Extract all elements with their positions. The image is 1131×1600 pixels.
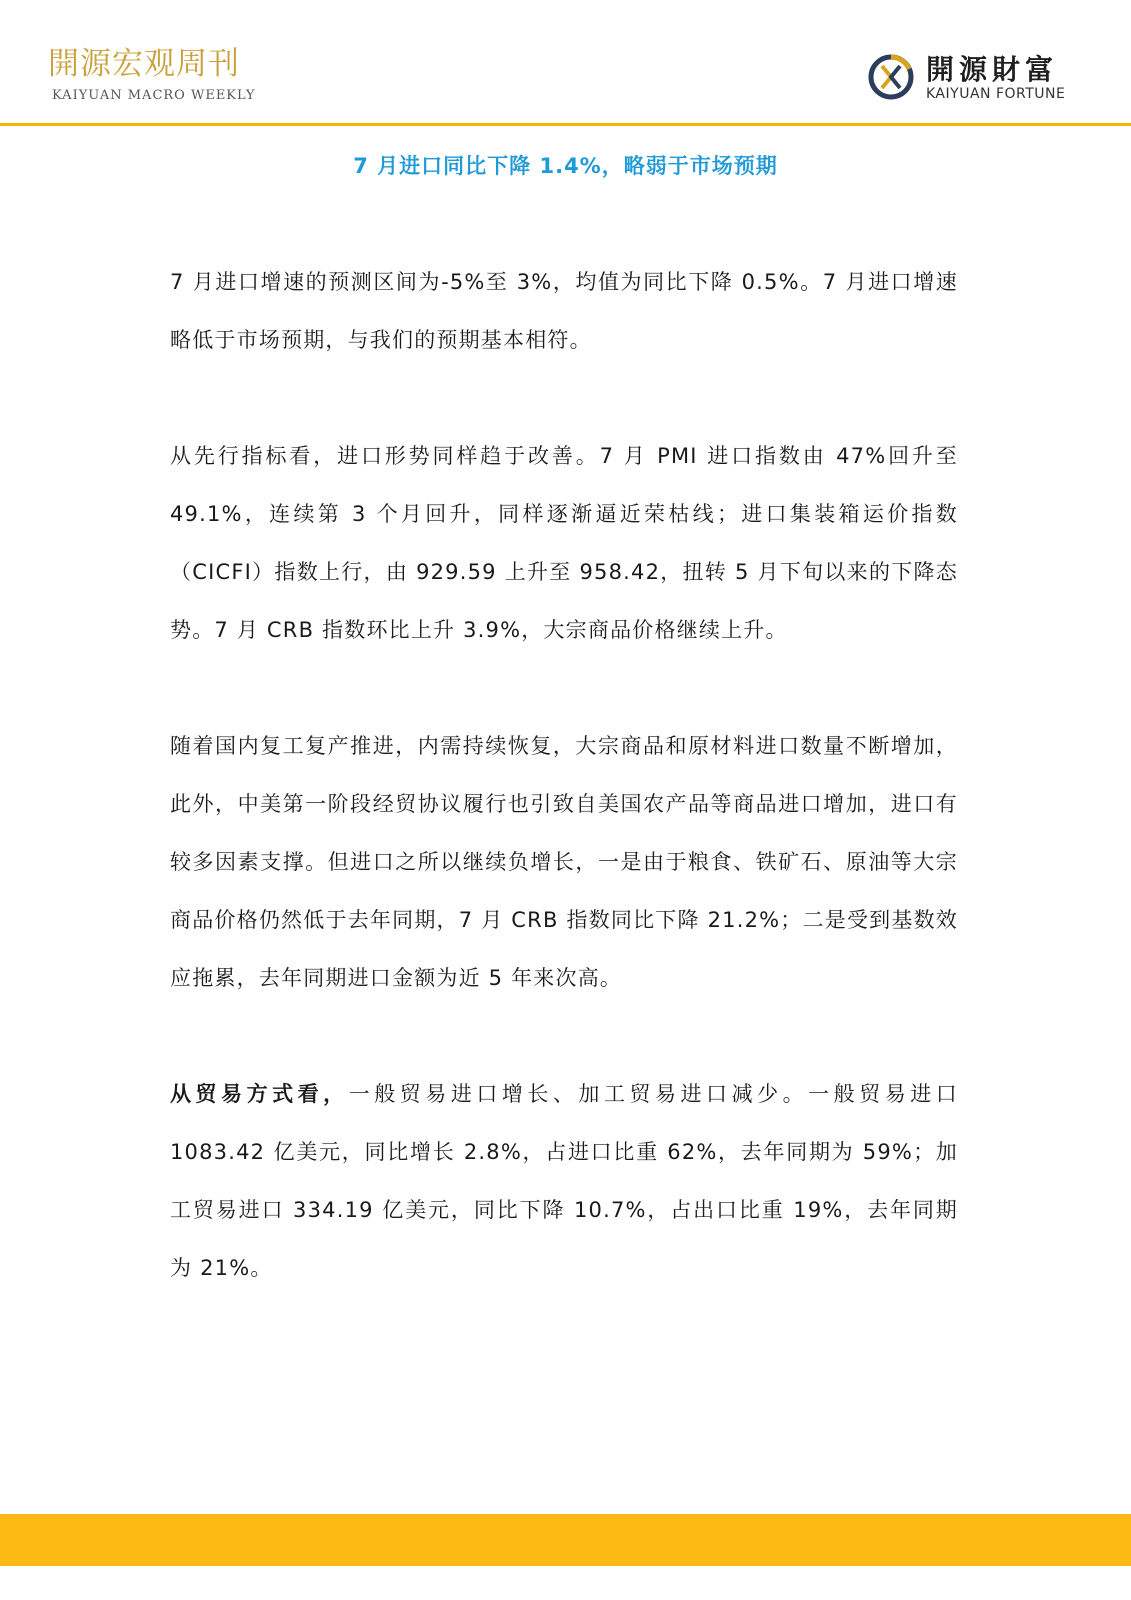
- page-header: [0, 0, 1131, 124]
- article-title: 7 月进口同比下降 1.4%，略弱于市场预期: [353, 154, 778, 178]
- publication-title: 開源宏观周刊: [48, 46, 240, 82]
- footer-bar: [0, 1514, 1131, 1566]
- kaiyuan-logo-icon: [866, 52, 916, 102]
- publication-subtitle: KAIYUAN MACRO WEEKLY: [52, 88, 256, 103]
- article-body: [170, 253, 958, 1355]
- paragraph-lead-bold: 从贸易方式看，: [170, 1082, 349, 1106]
- header-divider: [0, 123, 1131, 126]
- paragraph-import-forecast: 7 月进口增速的预测区间为-5%至 3%，均值为同比下降 0.5%。7 月进口增速略低于市场预期，与我们的预期基本相符。: [170, 270, 958, 352]
- paragraph-trade-mode: [170, 1065, 958, 1297]
- paragraph-trade-mode-text: 一般贸易进口增长、加工贸易进口减少。一般贸易进口 1083.42 亿美元，同比增长 2.8%，占进口比重 62%，去年同期为 59%；加工贸易进口 334.19 亿美元，同比下降 10.7%，占出口比重 19%，去年同期为 21%。: [170, 1082, 958, 1280]
- paragraph-demand-factors: 随着国内复工复产推进，内需持续恢复，大宗商品和原材料进口数量不断增加，此外，中美第一阶段经贸协议履行也引致自美国农产品等商品进口增加，进口有较多因素支撑。但进口之所以继续负增长，一是由于粮食、铁矿石、原油等大宗商品价格仍然低于去年同期，7 月 CRB 指数同比下降 21.2%；二是受到基数效应拖累，去年同期进口金额为近 5 年来次高。: [170, 734, 958, 990]
- company-name-en: KAIYUAN FORTUNE: [926, 86, 1066, 102]
- paragraph-leading-indicators: 从先行指标看，进口形势同样趋于改善。7 月 PMI 进口指数由 47%回升至 49.1%，连续第 3 个月回升，同样逐渐逼近荣枯线；进口集装箱运价指数（CICFI）指数上行，由 929.59 上升至 958.42，扭转 5 月下旬以来的下降态势。7 月 CRB 指数环比上升 3.9%，大宗商品价格继续上升。: [170, 444, 958, 642]
- company-name-cn: 開源財富: [926, 53, 1059, 86]
